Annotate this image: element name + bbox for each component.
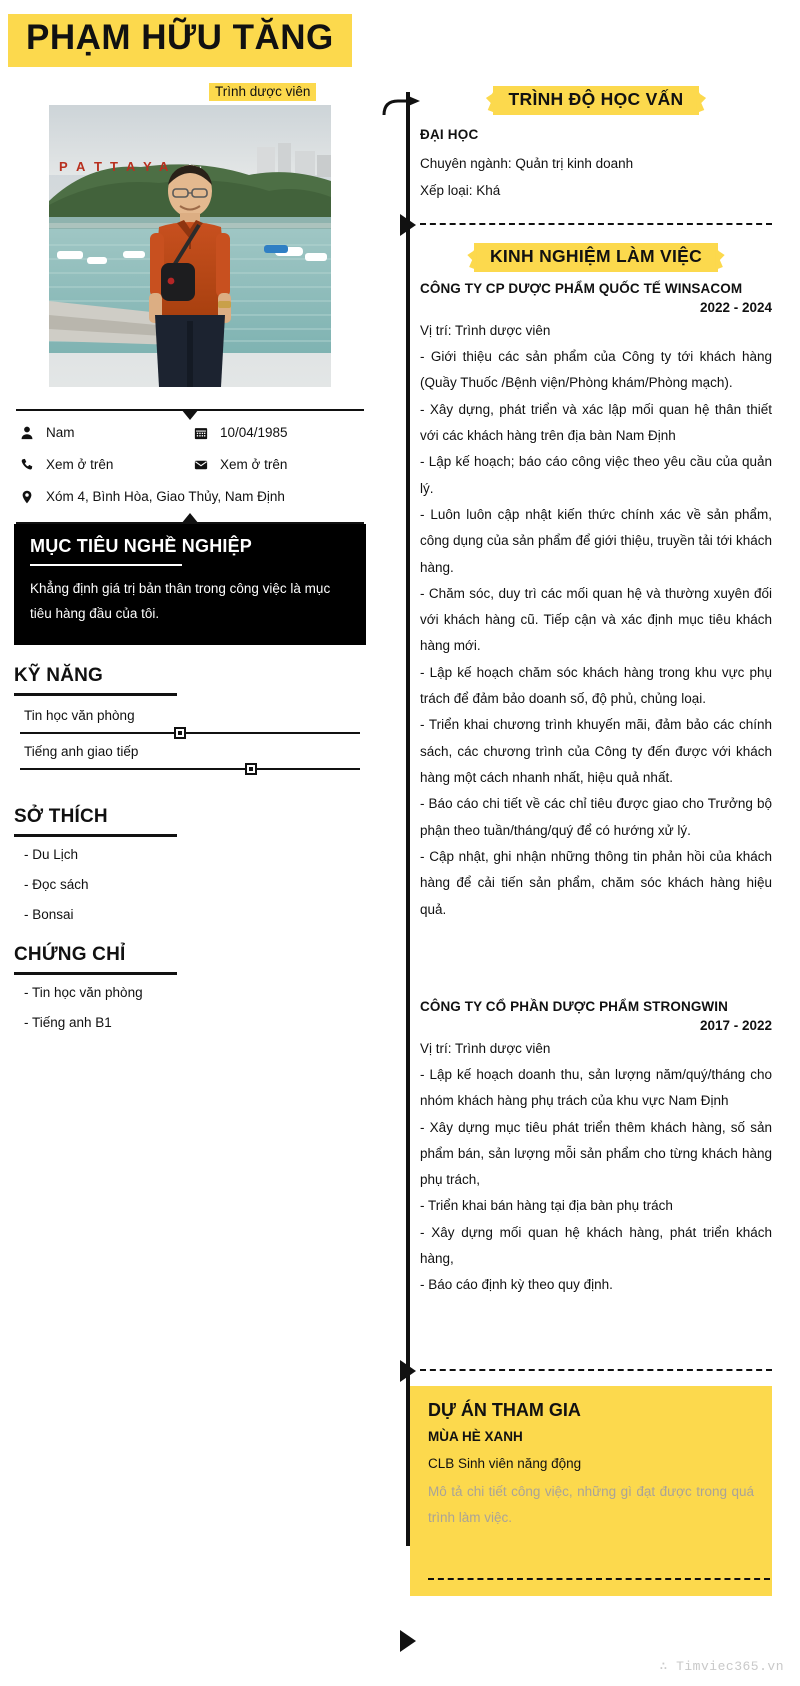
right-column	[400, 0, 800, 1686]
phone-value: Xem ở trên	[46, 456, 114, 472]
skill-knob[interactable]	[174, 727, 186, 739]
address-value: Xóm 4, Bình Hòa, Giao Thủy, Nam Định	[46, 488, 285, 504]
objective-title: MỤC TIÊU NGHỀ NGHIỆP	[30, 535, 253, 556]
list-item: - Tiếng anh B1	[24, 1014, 112, 1030]
list-item: - Bonsai	[24, 907, 74, 923]
profile-photo	[49, 105, 331, 387]
skills-title: KỸ NĂNG	[14, 665, 104, 687]
skill-label: Tiếng anh giao tiếp	[24, 744, 139, 760]
objective-rule	[30, 564, 182, 567]
svg-text:T: T	[94, 159, 102, 174]
certificates-section	[14, 938, 366, 1031]
divider-dashed	[428, 1578, 770, 1580]
svg-text:T: T	[110, 159, 118, 174]
job-duty: - Giới thiệu các sản phẩm của Công ty tới khách hàng (Quầy Thuốc /Bệnh viện/Phòng khám/Phòng mạch).	[420, 349, 772, 391]
certificates-list	[14, 975, 366, 1031]
divider-dashed	[420, 1369, 772, 1371]
job-duty: - Xây dựng mối quan hệ khách hàng, phát triển khách hàng,	[420, 1224, 772, 1267]
job-company: CÔNG TY CỔ PHẦN DƯỢC PHẨM STRONGWIN	[420, 998, 728, 1014]
gender-field	[16, 425, 190, 442]
job-dates: 2017 - 2022	[699, 1017, 772, 1033]
job-duty: - Xây dựng mục tiêu phát triển thêm khách hàng, số sản phẩm bán, sản lượng mỗi sản phẩm cho từng khách hàng phụ trách,	[420, 1119, 772, 1188]
skill-item	[20, 744, 360, 776]
birthday-field	[190, 425, 364, 442]
skills-list	[14, 696, 366, 776]
watermark: ∴ Timviec365.vn	[659, 1659, 784, 1674]
svg-text:P: P	[59, 159, 68, 174]
email-value: Xem ở trên	[220, 456, 288, 472]
svg-text:A: A	[126, 159, 136, 174]
contact-row	[16, 489, 364, 506]
projects-section	[410, 1386, 772, 1596]
education-major: Chuyên ngành: Quản trị kinh doanh	[420, 156, 634, 171]
job-duty: - Báo cáo định kỳ theo quy định.	[420, 1277, 613, 1293]
skill-item	[20, 708, 360, 740]
experience-section	[420, 243, 772, 1299]
objective-text: Khẳng định giá trị bản thân trong công việc là mục tiêu hàng đầu của tôi.	[30, 581, 331, 622]
job-duty: - Báo cáo chi tiết về các chỉ tiêu được giao cho Trưởng bộ phận theo tuần/tháng/quý để có hướng xử lý.	[420, 796, 772, 838]
timeline-hook-icon	[382, 95, 408, 117]
arrow-up-icon	[181, 513, 199, 524]
svg-text:A: A	[76, 159, 86, 174]
contact-rows	[14, 411, 366, 522]
svg-text:Y: Y	[143, 159, 152, 174]
experience-title: KINH NGHIỆM LÀM VIỆC	[474, 243, 718, 272]
job-title-banner: Trình dược viên	[209, 83, 316, 101]
timeline-tick-icon	[400, 1360, 416, 1382]
job-duty: - Triển khai bán hàng tại địa bàn phụ trách	[420, 1198, 673, 1214]
skill-slider[interactable]	[20, 726, 360, 740]
education-title: TRÌNH ĐỘ HỌC VẤN	[493, 86, 700, 115]
experience-job	[420, 281, 772, 923]
phone-field	[16, 457, 190, 474]
contact-row	[16, 457, 364, 474]
divider-bottom	[16, 522, 364, 524]
job-position: Vị trí: Trình dược viên	[420, 323, 551, 338]
divider-dashed	[420, 223, 772, 225]
job-duty: - Xây dựng, phát triển và xác lập mối quan hệ thân thiết với các khách hàng trên địa bàn Nam Định	[420, 401, 772, 443]
skill-knob[interactable]	[245, 763, 257, 775]
left-column	[0, 105, 380, 1045]
candidate-name: PHẠM HỮU TĂNG	[26, 18, 334, 57]
objective-section	[14, 524, 366, 645]
arrow-down-icon	[181, 409, 199, 420]
certificates-title: CHỨNG CHỈ	[14, 943, 126, 965]
list-item: - Du Lịch	[24, 847, 79, 863]
name-banner	[8, 14, 352, 67]
list-item: - Đọc sách	[24, 877, 89, 893]
address-field	[16, 489, 364, 506]
job-duty: - Cập nhật, ghi nhận những thông tin phản hồi của khách hàng để cải tiến sản phẩm, chăm sóc khách hàng hiệu quả.	[420, 848, 772, 917]
skill-slider[interactable]	[20, 762, 360, 776]
timeline-spine	[406, 92, 410, 1546]
list-item: - Tin học văn phòng	[24, 984, 143, 1000]
project-organization: CLB Sinh viên năng động	[428, 1456, 582, 1471]
job-duty: - Luôn luôn cập nhật kiến thức chính xác về sản phẩm, công dụng của sản phẩm để giới thiệu, truyền tải tới khách hàng.	[420, 506, 772, 575]
skill-track	[20, 768, 360, 770]
birthday-value: 10/04/1985	[220, 425, 288, 440]
skills-section	[14, 645, 366, 776]
job-dates: 2022 - 2024	[699, 300, 772, 315]
education-section	[420, 86, 772, 204]
location-pin-icon	[16, 489, 38, 504]
person-icon	[16, 425, 38, 440]
projects-title: DỰ ÁN THAM GIA	[428, 1400, 581, 1420]
contact-info-block	[0, 409, 380, 524]
job-duty: - Triển khai chương trình khuyến mãi, đảm bảo các chính sách, các chương trình của Công ty đến được với khách hàng một cách nhanh nhất, hiệu quả nhất.	[420, 717, 772, 785]
job-company: CÔNG TY CP DƯỢC PHẨM QUỐC TẾ WINSACOM	[420, 281, 743, 296]
job-duty: - Lập kế hoạch chăm sóc khách hàng trong khu vực phụ trách để đảm bảo doanh số, độ phủ, chủng loại.	[420, 664, 772, 707]
job-duty: - Lập kế hoạch; báo cáo công việc theo yêu cầu của quản lý.	[420, 454, 772, 496]
job-duty: - Chăm sóc, duy trì các mối quan hệ và thường xuyên đối với khách hàng cũ. Tiếp cận và xác định mục tiêu khách hàng mới.	[420, 585, 772, 654]
projects-box	[410, 1386, 772, 1596]
timeline-tick-icon	[400, 214, 416, 236]
education-level: ĐẠI HỌC	[420, 127, 479, 142]
project-name: MÙA HÈ XANH	[428, 1429, 523, 1444]
divider-top	[16, 409, 364, 411]
skill-label: Tin học văn phòng	[24, 708, 135, 724]
job-duty: - Lập kế hoạch doanh thu, sản lượng năm/quý/tháng cho nhóm khách hàng phụ trách của khu vực Nam Định	[420, 1066, 772, 1109]
skill-track	[20, 732, 360, 734]
education-grade: Xếp loại: Khá	[420, 183, 501, 198]
gender-value: Nam	[46, 425, 75, 440]
hobbies-section	[14, 780, 366, 924]
experience-job	[420, 999, 772, 1299]
timeline-tick-icon	[400, 1630, 416, 1652]
hobbies-list	[14, 837, 366, 924]
phone-icon	[16, 457, 38, 472]
calendar-icon	[190, 425, 212, 440]
mail-icon	[190, 457, 212, 472]
job-position: Vị trí: Trình dược viên	[420, 1040, 551, 1056]
contact-row	[16, 425, 364, 442]
project-description: Mô tả chi tiết công việc, những gì đạt được trong quá trình làm việc.	[428, 1484, 754, 1526]
hobbies-title: SỞ THÍCH	[14, 806, 108, 828]
email-field	[190, 457, 364, 474]
svg-text:A: A	[159, 159, 169, 174]
